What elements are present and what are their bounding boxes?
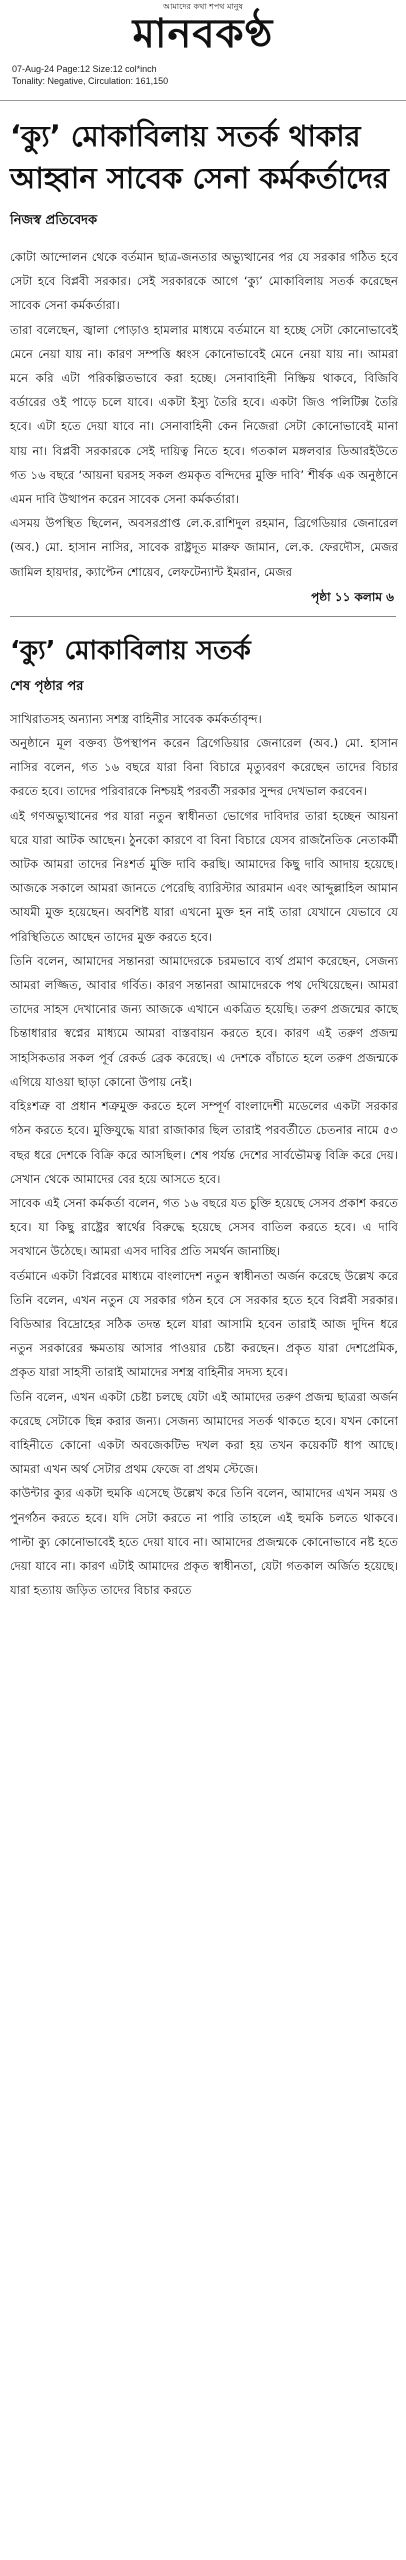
newspaper-logo (0, 12, 406, 56)
continuation-byline: শেষ পৃষ্ঠার পর (10, 678, 84, 694)
continuation-paragraph: সাখিরাতসহ অন্যান্য সশস্ত্র বাহিনীর সাবেক কর্মকর্তাবৃন্দ। (10, 711, 262, 726)
continued-on-page-note: পৃষ্ঠা ১১ কলাম ৬ (311, 589, 394, 604)
article-divider (10, 616, 396, 617)
article-main (0, 115, 406, 608)
article-paragraph: এসময় উপস্থিত ছিলেন, অবসরপ্রাপ্ত লে.ক.রাশিদুল রহমান, ব্রিগেডিয়ার জেনারেল (অব.) মো. হাসান নাসির, সাবেক রাষ্ট্রদূত মারুফ জামান, লে.ক. ফেরদৌস, মেজর জামিল হায়দার, ক্যাপ্টেন শোয়েব, লেফটেন্যান্ট ইমরান, মেজর (10, 516, 398, 579)
article-byline: নিজস্ব প্রতিবেদক (10, 213, 98, 228)
logo-text: মানবকণ্ঠ (132, 10, 274, 57)
continuation-paragraph: এই গণঅভ্যুত্থানের পর যারা নতুন স্বাধীনতা ভোগের দাবিদার তারা হচ্ছেন আয়না ঘরে যারা আটক আছেন। ঠুনকো কারণে বা বিনা বিচারে যেসব রাজনৈতিক নেতাকর্মী আটক আমরা তাদের নিঃশর্ত মুক্তি দাবি করছি। আমাদের কিছু দাবি আদায় হয়েছে। আজকে সকালে আমরা জানতে পেরেছি ব্যারিস্টার আরমান এবং আব্দুল্লাহিল আমান আযমী মুক্ত হয়েছেন। অবশিষ্ট যারা এখনো মুক্ত হন নাই তারা যেখানে যেভাবে যে পরিস্থিতিতে আছেন তাদের মুক্ত করতে হবে। (10, 808, 398, 944)
clipping-meta-date-page: 07-Aug-24 Page:12 Size:12 col*inch (12, 64, 157, 74)
clipping-meta-tonality: Tonality: Negative, Circulation: 161,150 (12, 76, 169, 86)
continuation-paragraph: অনুষ্ঠানে মূল বক্তব্য উপস্থাপন করেন ব্রিগেডিয়ার জেনারেল (অব.) মো. হাসান নাসির বলেন, গত ১৬ বছরে যারা বিনা বিচারে মৃত্যুবরণ করেছেন তাদের বিচার করতে হবে। তাদের পরিবারকে নিশ্চয়ই পরবর্তী সরকার সুন্দর দেখভাল করবেন। (10, 736, 398, 799)
masthead-tagline: আমাদের কথা শপথ মানুষ (163, 2, 243, 11)
continuation-paragraph: তিনি বলেন, এখন একটা চেষ্টা চলছে যেটা এই আমাদের তরুণ প্রজন্ম ছাত্ররা অর্জন করেছে সেটাকে ছিন্ন করার জন্য। সেজন্য আমাদের সতর্ক থাকতে হবে। যখন কোনো বাহিনীতে কোনো একটা অবজেকটিভ দখল করা হয় তখন কয়েকটি ধাপ আছে। আমরা এখন অর্থ সেটার প্রথম ফেজে বা প্রথম স্টেজে। (10, 1389, 398, 1477)
continuation-paragraph: কাউন্টার ক্যুর একটা হুমকি এসেছে উল্লেখ করে তিনি বলেন, আমাদের এখন সময় ও পুনর্গঠন করতে হবে। যদি সেটা করতে না পারি তাহলে এই হুমকি চলতে থাকবে। পাল্টা ক্যু কোনোভাবেই হতে দেয়া যাবে না। আমাদের প্রজন্মকে কোনোভাবে নষ্ট হতে দেয়া যাবে না। কারণ এটাই আমাদের প্রকৃত স্বাধীনতা, যেটা গতকাল অর্জিত হয়েছে। যারা হত্যায় জড়িত তাদের বিচার করতে (10, 1486, 398, 1598)
continuation-headline: ‘ক্যু’ মোকাবিলায় সতর্ক (10, 635, 251, 666)
article-headline: ‘ক্যু’ মোকাবিলায় সতর্ক থাকার আহ্বান সাবেক সেনা কর্মকর্তাদের (10, 119, 389, 195)
masthead (0, 0, 406, 101)
article-paragraph: কোটা আন্দোলন থেকে বর্তমান ছাত্র-জনতার অভ্যুত্থানের পর যে সরকার গঠিত হবে সেটা হবে বিপ্লবী সরকার। সেই সরকারকে আগে ‘ক্যু’ মোকাবিলায় সতর্ক করেছেন সাবেক সেনা কর্মকর্তারা। (10, 250, 398, 313)
article-paragraph: তারা বলেছেন, জ্বালা পোড়াও হামলার মাধ্যমে বর্তমানে যা হচ্ছে সেটা কোনোভাবেই মেনে নেয়া যায় না। কারণ সম্পত্তি ধ্বংস কোনোভাবেই মেনে নেয়া যায় না। আমরা মনে করি এটা পরিকল্পিতভাবে করা হচ্ছে। সেনাবাহিনী নিষ্ক্রিয় থাকবে, বিজিবি বর্ডারের ওই পাড়ে চলে যাবে। একটা ইস্যু তৈরি হবে। একটা জিও পলিটিক্স তৈরি হবে। এটা হতে দেয়া যাবে না। সেনাবাহিনী কেন নিজেরা সেটা কোনোভাবেই মানা যায় না। বিপ্লবী সরকারকে সেই দায়িত্ব নিতে হবে। গতকাল মঙ্গলবার ডিআরইউতে গত ১৬ বছরে ‘আয়না ঘরসহ সকল গুমকৃত বন্দিদের মুক্তি দাবি’ শীর্ষক এক অনুষ্ঠানে এমন দাবি উত্থাপন করেন সাবেক সেনা কর্মকর্তারা। (10, 322, 398, 507)
continuation-paragraph: বহিঃশত্রু বা প্রধান শত্রুমুক্ত করতে হলে সম্পূর্ণ বাংলাদেশী মডেলের একটা সরকার গঠন করতে হবে। মুক্তিযুদ্ধে যারা রাজাকার ছিল তারাই পরবর্তীতে চেতনার নামে ৫৩ বছর ধরে দেশকে বিক্রি করে আসছিল। শেষ পর্যন্ত দেশের সার্বভৌমত্ব বিক্রি করে দেয়। সেখান থেকে আমাদের বের হয়ে আসতে হবে। (10, 1099, 398, 1186)
continuation-paragraph: সাবেক এই সেনা কর্মকর্তা বলেন, গত ১৬ বছরে যত চুক্তি হয়েছে সেসব প্রকাশ করতে হবে। যা কিছু রাষ্ট্রের স্বার্থের বিরুদ্ধে হয়েছে সেসব বাতিল করতে হবে। এ দাবি সবখানে উঠেছে। আমরা এসব দাবির প্রতি সমর্থন জানাচ্ছি। (10, 1195, 398, 1259)
continuation-paragraph: তিনি বলেন, আমাদের সন্তানরা আমাদেরকে চরমভাবে ব্যর্থ প্রমাণ করেছেন, সেজন্য আমরা লজ্জিত, আবার গর্বিত। কারণ সন্তানরা আমাদেরকে পথ দেখিয়েছেন। আমরা তাদের সাহস দেখানোর জন্য আজকে এখানে একত্রিত হয়েছি। তরুণ প্রজন্মের কাছে চিন্তাধারার স্বপ্নের মাধ্যমে আমরা বাস্তবায়ন করতে হবে। কারণ এই তরুণ প্রজন্ম সাহসিকতার সকল পূর্ব রেকর্ড ব্রেক করেছে। এ দেশকে বাঁচাতে হলে তরুণ প্রজন্মকে এগিয়ে যাওয়া ছাড়া কোনো উপায় নেই। (10, 953, 398, 1089)
continuation-paragraph: বর্তমানে একটা বিপ্লবের মাধ্যমে বাংলাদেশ নতুন স্বাধীনতা অর্জন করেছে উল্লেখ করে তিনি বলেন, এখন নতুন যে সরকার গঠন হবে সে সরকার হতে হবে বিপ্লবী সরকার। বিডিআর বিদ্রোহের সঠিক তদন্ত হলে যারা আসামি হবেন তারাই আজ দুদিন ধরে নতুন সরকারের ক্ষমতায় আসার পাওয়ার চেষ্টা করছেন। প্রকৃত যারা দেশপ্রেমিক, প্রকৃত যারা সাহসী তারাই আমাদের সশস্ত্র বাহিনীর সদস্য হবে। (10, 1268, 398, 1380)
article-continuation (0, 633, 406, 1603)
